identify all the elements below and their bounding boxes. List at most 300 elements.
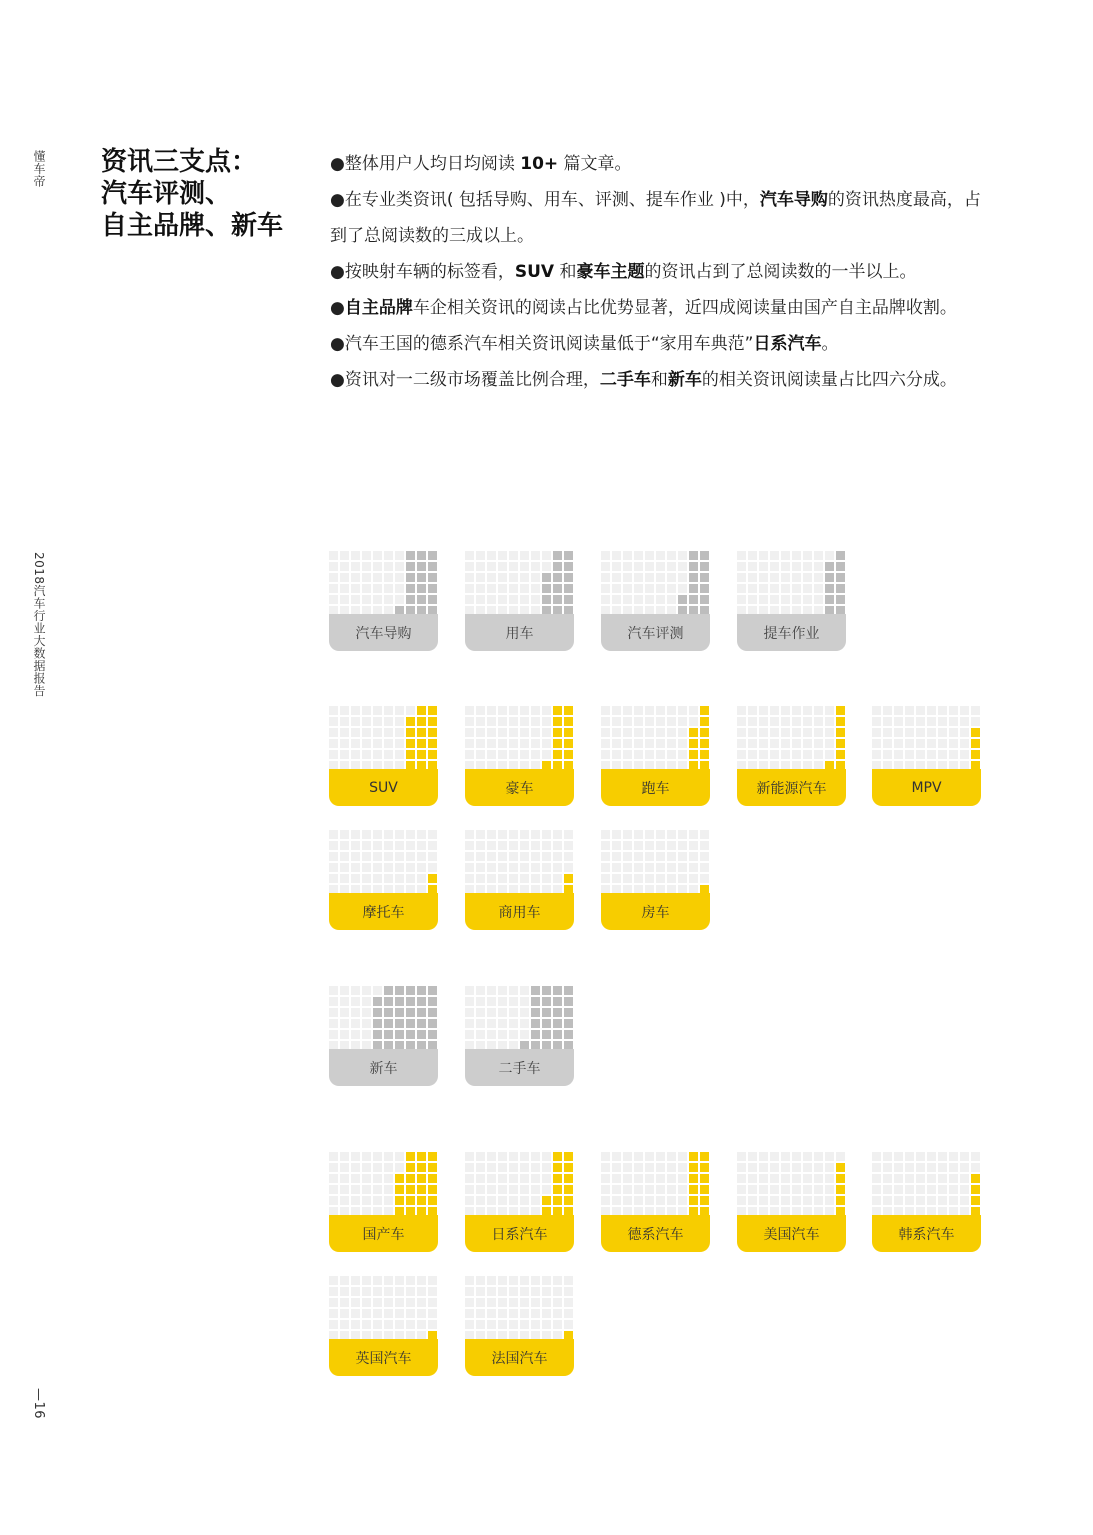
waffle-cell <box>531 1196 540 1205</box>
waffle-cell <box>678 830 687 839</box>
waffle-cell <box>542 841 551 850</box>
waffle-cell <box>406 551 415 560</box>
waffle-cell <box>634 863 643 872</box>
waffle-cell <box>531 706 540 715</box>
waffle-cell <box>417 717 426 726</box>
waffle-cell <box>553 986 562 995</box>
waffle-cell <box>564 1309 573 1318</box>
waffle-cell <box>623 750 632 759</box>
waffle-cell <box>803 573 812 582</box>
waffle-cell <box>836 584 845 593</box>
waffle-cell <box>645 852 654 861</box>
waffle-cell <box>362 1287 371 1296</box>
waffle-cell <box>406 750 415 759</box>
finding-text: ●在专业类资讯( 包括导购、用车、评测、提车作业 )中， <box>330 190 760 210</box>
waffle-cell <box>542 1298 551 1307</box>
waffle-cell <box>689 863 698 872</box>
waffle-cell <box>476 739 485 748</box>
waffle-cell <box>329 1185 338 1194</box>
waffle-cell <box>351 841 360 850</box>
waffle-cell <box>612 863 621 872</box>
waffle-cell <box>792 717 801 726</box>
waffle-cell <box>678 863 687 872</box>
waffle-cell <box>601 750 610 759</box>
waffle-cell <box>803 595 812 604</box>
waffle-cell <box>329 863 338 872</box>
waffle-cell <box>553 1309 562 1318</box>
waffle-cell <box>384 863 393 872</box>
waffle-label: 新车 <box>329 1049 438 1086</box>
waffle-cell <box>645 584 654 593</box>
waffle-cell <box>362 1298 371 1307</box>
finding-highlight: 汽车导购 <box>759 190 828 210</box>
waffle-cell <box>623 874 632 883</box>
waffle-cell <box>872 1174 881 1183</box>
waffle-cell <box>406 1320 415 1329</box>
waffle-cell <box>465 595 474 604</box>
waffle-cell <box>825 706 834 715</box>
waffle-cell <box>960 750 969 759</box>
finding-text: 车企相关资讯的阅读占比优势显著，近四成阅读量由国产自主品牌收割。 <box>412 298 957 318</box>
waffle-cell <box>373 1196 382 1205</box>
waffle-cell <box>781 1174 790 1183</box>
waffle-cell <box>476 595 485 604</box>
finding-text: 篇文章。 <box>558 154 632 174</box>
waffle-cell <box>553 1163 562 1172</box>
waffle-cell <box>509 1287 518 1296</box>
waffle-cell <box>564 1320 573 1329</box>
waffle-cell <box>814 1185 823 1194</box>
waffle-cell <box>656 1174 665 1183</box>
waffle-cell <box>634 852 643 861</box>
waffle-cell <box>960 717 969 726</box>
waffle-cell <box>564 1008 573 1017</box>
waffle-cell <box>417 852 426 861</box>
waffle-cell <box>553 1019 562 1028</box>
waffle-cell <box>949 1163 958 1172</box>
waffle-cell <box>406 1196 415 1205</box>
waffle-cell <box>498 852 507 861</box>
waffle-cell <box>916 1174 925 1183</box>
waffle-cell <box>872 739 881 748</box>
waffle-cell <box>803 739 812 748</box>
waffle-cell <box>498 1008 507 1017</box>
waffle-cell <box>428 750 437 759</box>
waffle-cell <box>487 986 496 995</box>
waffle-cell <box>678 739 687 748</box>
waffle-cell <box>417 1320 426 1329</box>
waffle-cell <box>634 706 643 715</box>
waffle-cell <box>520 562 529 571</box>
waffle-cell <box>564 1019 573 1028</box>
waffle-cell <box>678 1152 687 1161</box>
waffle-cell <box>362 1185 371 1194</box>
waffle-cell <box>645 874 654 883</box>
waffle-cell <box>509 852 518 861</box>
waffle-label: 用车 <box>465 614 574 651</box>
waffle-cell <box>329 595 338 604</box>
waffle-cell <box>894 717 903 726</box>
waffle-cell <box>759 706 768 715</box>
waffle-cell <box>689 551 698 560</box>
waffle-cell <box>689 852 698 861</box>
waffle-cell <box>737 584 746 593</box>
waffle-cell <box>612 595 621 604</box>
waffle-cell <box>700 1196 709 1205</box>
waffle-cell <box>329 717 338 726</box>
waffle-label: 跑车 <box>601 769 710 806</box>
waffle-cell <box>737 1196 746 1205</box>
waffle-cell <box>905 717 914 726</box>
waffle-cell <box>689 1163 698 1172</box>
waffle-cell <box>395 852 404 861</box>
waffle-cell <box>509 595 518 604</box>
waffle-cell <box>406 1174 415 1183</box>
waffle-cell <box>417 1287 426 1296</box>
waffle-cell <box>542 1320 551 1329</box>
waffle-cell <box>520 1196 529 1205</box>
waffle-cell <box>362 997 371 1006</box>
section-title-line: 汽车评测、 <box>101 179 232 209</box>
waffle-cell <box>700 739 709 748</box>
waffle-cell <box>634 562 643 571</box>
waffle-cell <box>465 706 474 715</box>
waffle-cell <box>612 1174 621 1183</box>
waffle-cell <box>384 1320 393 1329</box>
waffle-cell <box>905 1185 914 1194</box>
waffle-cell <box>689 739 698 748</box>
waffle-cell <box>329 1174 338 1183</box>
waffle-cell <box>531 551 540 560</box>
waffle-cell <box>700 750 709 759</box>
waffle-cell <box>384 1276 393 1285</box>
waffle-cell <box>542 1196 551 1205</box>
waffle-cell <box>428 562 437 571</box>
waffle-cell <box>553 728 562 737</box>
waffle-cell <box>520 841 529 850</box>
waffle-cell <box>428 595 437 604</box>
waffle-cell <box>351 706 360 715</box>
waffle-cell <box>384 874 393 883</box>
waffle-cell <box>612 1152 621 1161</box>
waffle-cell <box>656 1185 665 1194</box>
waffle-cell <box>656 1196 665 1205</box>
waffle-cell <box>395 1298 404 1307</box>
waffle-cell <box>883 739 892 748</box>
waffle-cell <box>417 874 426 883</box>
waffle-cell <box>894 750 903 759</box>
waffle-cell <box>498 1287 507 1296</box>
waffle-cell <box>373 728 382 737</box>
waffle-cell <box>781 739 790 748</box>
waffle-cell <box>362 584 371 593</box>
waffle-label: SUV <box>329 769 438 806</box>
waffle-cell <box>700 706 709 715</box>
waffle-cell <box>417 750 426 759</box>
waffle-cell <box>700 863 709 872</box>
waffle-cell <box>645 1196 654 1205</box>
waffle-cell <box>656 1152 665 1161</box>
waffle-cell <box>748 1163 757 1172</box>
waffle-cell <box>689 1152 698 1161</box>
waffle-cell <box>678 750 687 759</box>
waffle-cell <box>520 997 529 1006</box>
waffle-cell <box>700 1152 709 1161</box>
finding-text: 和 <box>650 370 668 390</box>
waffle-cell <box>883 728 892 737</box>
waffle-cell <box>836 1174 845 1183</box>
waffle-cell <box>373 1287 382 1296</box>
waffle-cell <box>373 863 382 872</box>
waffle-cell <box>553 1008 562 1017</box>
waffle-cell <box>564 1276 573 1285</box>
waffle-cell <box>623 573 632 582</box>
waffle-cell <box>395 1320 404 1329</box>
waffle-cell <box>498 1019 507 1028</box>
waffle-cell <box>916 1196 925 1205</box>
waffle-cell <box>872 706 881 715</box>
waffle-cell <box>428 830 437 839</box>
waffle-cell <box>487 1320 496 1329</box>
waffle-cell <box>373 1309 382 1318</box>
waffle-cell <box>417 1196 426 1205</box>
waffle-cell <box>836 1185 845 1194</box>
waffle-cell <box>645 1174 654 1183</box>
waffle-cell <box>883 706 892 715</box>
waffle-cell <box>825 1196 834 1205</box>
waffle-cell <box>406 841 415 850</box>
waffle-cell <box>520 874 529 883</box>
waffle-cell <box>340 706 349 715</box>
waffle-cell <box>340 750 349 759</box>
waffle-cell <box>960 706 969 715</box>
waffle-cell <box>645 573 654 582</box>
waffle-cell <box>656 573 665 582</box>
waffle-cell <box>465 551 474 560</box>
waffle-cell <box>384 1163 393 1172</box>
waffle-cell <box>667 706 676 715</box>
waffle-cell <box>623 830 632 839</box>
waffle-cell <box>949 739 958 748</box>
waffle-cell <box>564 1030 573 1039</box>
waffle-cell <box>465 841 474 850</box>
waffle-cell <box>531 863 540 872</box>
waffle-cell <box>476 1320 485 1329</box>
waffle-cell <box>362 830 371 839</box>
waffle-cell <box>509 1163 518 1172</box>
waffle-cell <box>487 584 496 593</box>
waffle-cell <box>465 1196 474 1205</box>
waffle-cell <box>498 1320 507 1329</box>
waffle-cell <box>340 551 349 560</box>
waffle-cell <box>465 584 474 593</box>
waffle-cell <box>395 595 404 604</box>
waffle-cell <box>520 1152 529 1161</box>
waffle-cell <box>623 584 632 593</box>
waffle-cell <box>487 739 496 748</box>
waffle-cell <box>428 852 437 861</box>
waffle-cell <box>329 1030 338 1039</box>
waffle-cell <box>814 1163 823 1172</box>
waffle-cell <box>623 551 632 560</box>
waffle-cell <box>465 986 474 995</box>
waffle-cell <box>406 863 415 872</box>
waffle-cell <box>417 1174 426 1183</box>
waffle-cell <box>340 1185 349 1194</box>
waffle-cell <box>428 1163 437 1172</box>
waffle-cell <box>373 1030 382 1039</box>
waffle-cell <box>384 852 393 861</box>
waffle-cell <box>678 1196 687 1205</box>
waffle-cell <box>667 551 676 560</box>
waffle-cell <box>362 1163 371 1172</box>
waffle-cell <box>395 1163 404 1172</box>
waffle-cell <box>667 874 676 883</box>
waffle-cell <box>803 1174 812 1183</box>
waffle-cell <box>700 717 709 726</box>
waffle-cell <box>689 874 698 883</box>
waffle-cell <box>509 562 518 571</box>
waffle-cell <box>678 595 687 604</box>
waffle-cell <box>362 595 371 604</box>
waffle-cell <box>465 739 474 748</box>
waffle-cell <box>781 573 790 582</box>
waffle-cell <box>340 1008 349 1017</box>
waffle-cell <box>564 1152 573 1161</box>
waffle-cell <box>351 562 360 571</box>
waffle-cell <box>531 739 540 748</box>
waffle-label: 国产车 <box>329 1215 438 1252</box>
waffle-cell <box>678 1174 687 1183</box>
waffle-cell <box>759 584 768 593</box>
waffle-cell <box>612 830 621 839</box>
waffle-cell <box>417 863 426 872</box>
waffle-cell <box>759 717 768 726</box>
waffle-cell <box>520 739 529 748</box>
waffle-cell <box>770 728 779 737</box>
waffle-cell <box>384 739 393 748</box>
waffle-cell <box>759 1185 768 1194</box>
waffle-cell <box>351 1298 360 1307</box>
waffle-cell <box>612 874 621 883</box>
waffle-cell <box>748 1196 757 1205</box>
waffle-cell <box>894 739 903 748</box>
waffle-cell <box>384 706 393 715</box>
waffle-cell <box>406 1309 415 1318</box>
waffle-cell <box>465 852 474 861</box>
waffle-cell <box>781 1152 790 1161</box>
waffle-cell <box>384 551 393 560</box>
waffle-cell <box>872 1163 881 1172</box>
waffle-cell <box>770 573 779 582</box>
waffle-cell <box>792 1185 801 1194</box>
waffle-cell <box>803 551 812 560</box>
waffle-cell <box>905 706 914 715</box>
waffle-cell <box>960 1174 969 1183</box>
waffle-cell <box>362 750 371 759</box>
waffle-cell <box>905 1163 914 1172</box>
waffle-cell <box>476 841 485 850</box>
waffle-cell <box>759 1174 768 1183</box>
waffle-cell <box>553 841 562 850</box>
waffle-cell <box>531 1174 540 1183</box>
waffle-cell <box>384 986 393 995</box>
waffle-cell <box>737 573 746 582</box>
waffle-cell <box>770 1196 779 1205</box>
waffle-cell <box>634 874 643 883</box>
waffle-cell <box>428 551 437 560</box>
waffle-cell <box>406 728 415 737</box>
waffle-cell <box>792 1174 801 1183</box>
waffle-cell <box>542 1276 551 1285</box>
waffle-cell <box>700 874 709 883</box>
waffle-cell <box>498 1298 507 1307</box>
waffle-cell <box>395 863 404 872</box>
waffle-cell <box>509 706 518 715</box>
waffle-cell <box>509 986 518 995</box>
waffle-cell <box>384 1174 393 1183</box>
waffle-cell <box>395 1309 404 1318</box>
waffle-cell <box>373 717 382 726</box>
waffle-cell <box>498 1174 507 1183</box>
waffle-cell <box>340 728 349 737</box>
waffle-cell <box>487 852 496 861</box>
waffle-cell <box>960 1163 969 1172</box>
waffle-cell <box>417 562 426 571</box>
waffle-cell <box>564 1298 573 1307</box>
waffle-cell <box>509 1309 518 1318</box>
waffle-cell <box>553 1196 562 1205</box>
waffle-cell <box>329 706 338 715</box>
waffle-cell <box>814 573 823 582</box>
waffle-cell <box>634 584 643 593</box>
waffle-cell <box>634 1152 643 1161</box>
waffle-cell <box>737 739 746 748</box>
waffle-cell <box>564 863 573 872</box>
waffle-cell <box>612 728 621 737</box>
waffle-cell <box>814 1174 823 1183</box>
waffle-cell <box>351 573 360 582</box>
finding-item <box>330 182 985 254</box>
waffle-cell <box>553 863 562 872</box>
waffle-cell <box>329 728 338 737</box>
waffle-cell <box>362 1008 371 1017</box>
finding-item <box>330 326 985 362</box>
waffle-cell <box>905 1174 914 1183</box>
waffle-cell <box>395 717 404 726</box>
waffle-cell <box>487 551 496 560</box>
waffle-cell <box>531 852 540 861</box>
waffle-cell <box>351 750 360 759</box>
waffle-cell <box>678 728 687 737</box>
waffle-cell <box>623 863 632 872</box>
waffle-cell <box>351 739 360 748</box>
waffle-cell <box>487 1287 496 1296</box>
waffle-cell <box>667 728 676 737</box>
waffle-cell <box>564 1287 573 1296</box>
waffle-cell <box>384 573 393 582</box>
waffle-cell <box>406 562 415 571</box>
waffle-cell <box>520 1320 529 1329</box>
waffle-cell <box>825 573 834 582</box>
waffle-cell <box>748 551 757 560</box>
waffle-cell <box>689 1174 698 1183</box>
waffle-cell <box>351 863 360 872</box>
waffle-cell <box>971 1196 980 1205</box>
waffle-cell <box>406 1163 415 1172</box>
page-number: —16 <box>31 1388 46 1420</box>
waffle-cell <box>542 562 551 571</box>
